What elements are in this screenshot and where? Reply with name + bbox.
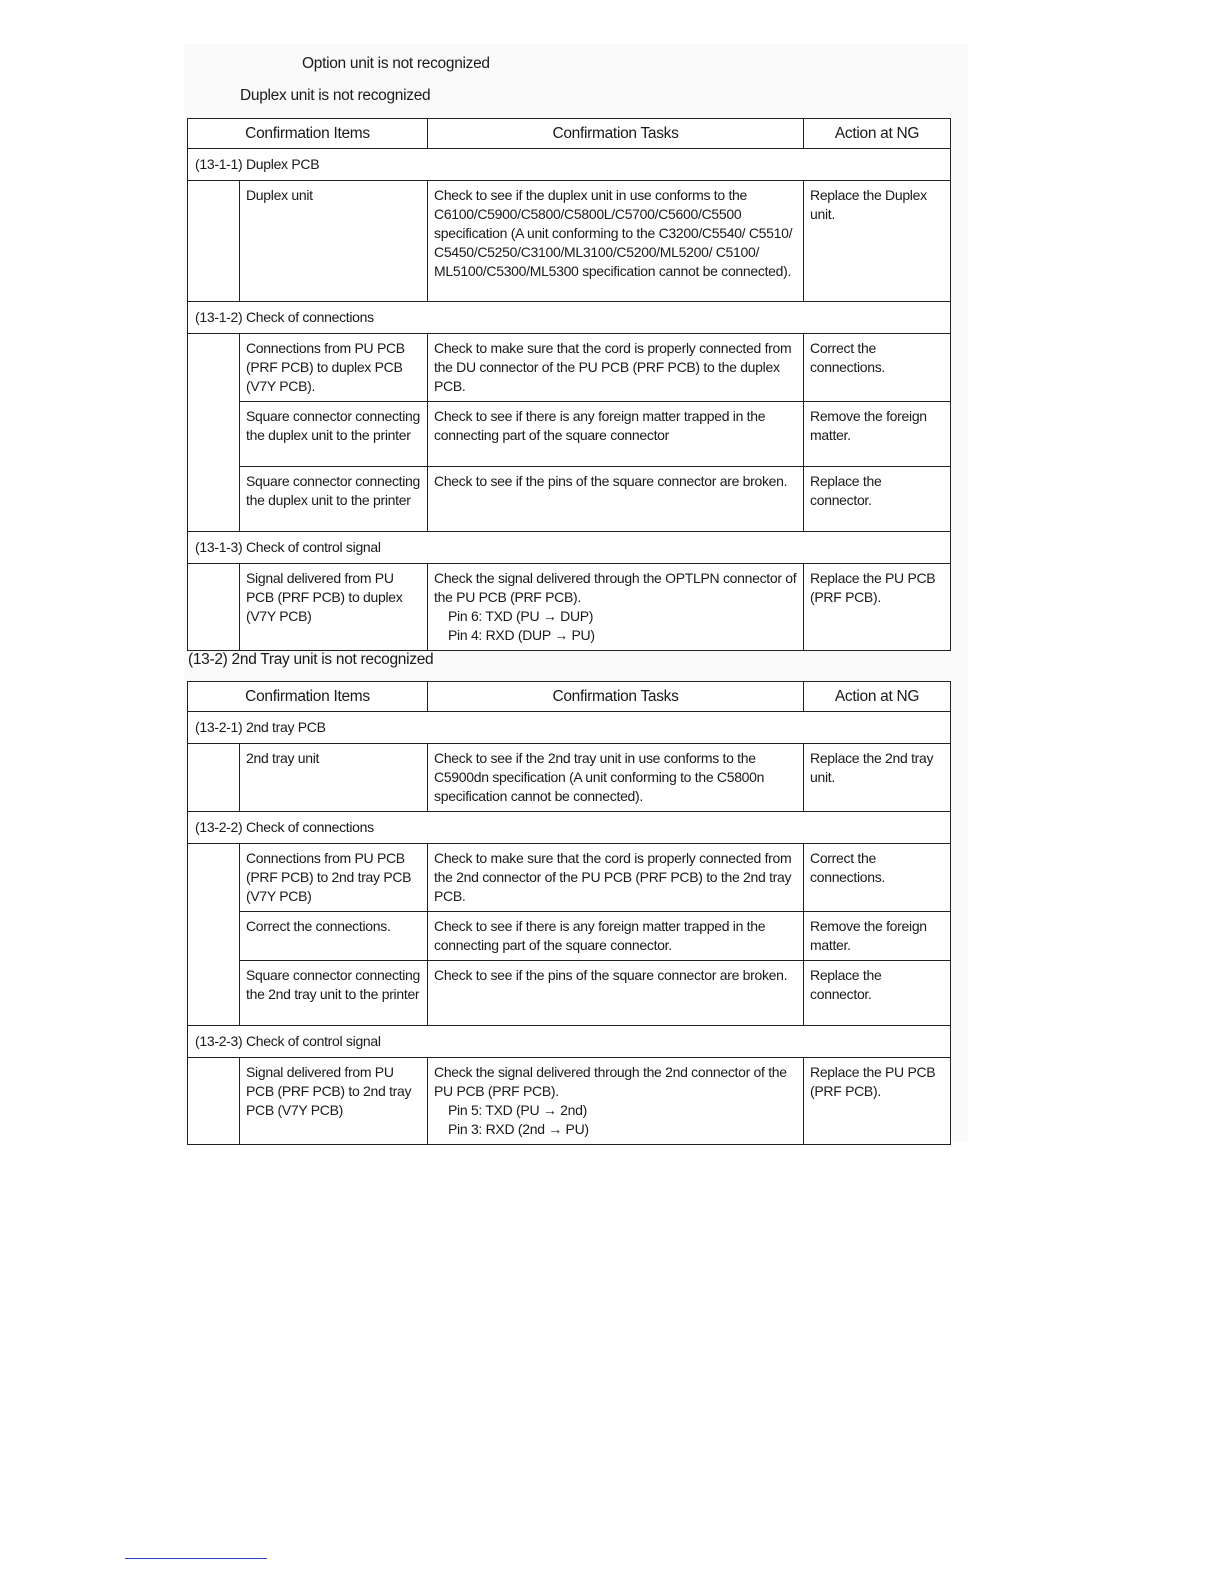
indent-cell: [188, 844, 240, 912]
section-title: (13-1-3) Check of control signal: [188, 532, 951, 564]
action-cell: Replace the PU PCB (PRF PCB).: [804, 564, 951, 651]
action-cell: Replace the Duplex unit.: [804, 181, 951, 302]
indent-cell: [188, 961, 240, 1026]
table-row: [188, 961, 951, 1026]
indent-cell: [188, 402, 240, 467]
pin-line: Pin 3: RXD (2nd → PU): [448, 1121, 589, 1137]
section-row: [188, 149, 951, 181]
action-cell: Replace the connector.: [804, 467, 951, 532]
pin-line: Pin 5: TXD (PU → 2nd): [448, 1102, 587, 1118]
task-cell: Check to see if the pins of the square connector are broken.: [428, 467, 804, 532]
item-cell: Signal delivered from PU PCB (PRF PCB) to duplex (V7Y PCB): [240, 564, 428, 651]
item-cell: Connections from PU PCB (PRF PCB) to duplex PCB (V7Y PCB).: [240, 334, 428, 402]
action-cell: Remove the foreign matter.: [804, 402, 951, 467]
table-row: [188, 181, 951, 302]
table-row: [188, 844, 951, 912]
column-header-items: Confirmation Items: [188, 682, 428, 712]
column-header-action: Action at NG: [804, 682, 951, 712]
indent-cell: [188, 334, 240, 402]
item-cell: Correct the connections.: [240, 912, 428, 961]
table-row: [188, 564, 951, 651]
item-cell: Signal delivered from PU PCB (PRF PCB) to 2nd tray PCB (V7Y PCB): [240, 1058, 428, 1145]
action-cell: Replace the PU PCB (PRF PCB).: [804, 1058, 951, 1145]
item-cell: Duplex unit: [240, 181, 428, 302]
section-row: [188, 532, 951, 564]
task-cell: [428, 1058, 804, 1145]
task-cell: Check to see if the pins of the square connector are broken.: [428, 961, 804, 1026]
column-header-tasks: Confirmation Tasks: [428, 682, 804, 712]
table-row: [188, 334, 951, 402]
action-cell: Correct the connections.: [804, 334, 951, 402]
tray-heading: (13-2) 2nd Tray unit is not recognized: [188, 651, 434, 668]
table-row: [188, 467, 951, 532]
task-cell: [428, 564, 804, 651]
section-row: [188, 812, 951, 844]
action-cell: Replace the 2nd tray unit.: [804, 744, 951, 812]
table-row: [188, 1058, 951, 1145]
task-cell: Check to see if there is any foreign matter trapped in the connecting part of the square connector: [428, 402, 804, 467]
section-title: (13-2-1) 2nd tray PCB: [188, 712, 951, 744]
item-cell: 2nd tray unit: [240, 744, 428, 812]
column-header-items: Confirmation Items: [188, 119, 428, 149]
indent-cell: [188, 467, 240, 532]
column-header-action: Action at NG: [804, 119, 951, 149]
table-header-row: [188, 119, 951, 149]
footer-rule: [125, 1558, 267, 1559]
task-cell: Check to see if there is any foreign matter trapped in the connecting part of the square connector.: [428, 912, 804, 961]
table-row: [188, 912, 951, 961]
task-cell: Check to make sure that the cord is properly connected from the 2nd connector of the PU PCB (PRF PCB) to the 2nd tray PCB.: [428, 844, 804, 912]
indent-cell: [188, 912, 240, 961]
task-cell: Check to make sure that the cord is properly connected from the DU connector of the PU PCB (PRF PCB) to the duplex PCB.: [428, 334, 804, 402]
indent-cell: [188, 564, 240, 651]
column-header-tasks: Confirmation Tasks: [428, 119, 804, 149]
item-cell: Square connector connecting the duplex unit to the printer: [240, 402, 428, 467]
task-cell: Check to see if the 2nd tray unit in use conforms to the C5900dn specification (A unit conforming to the C5800n specification cannot be connected).: [428, 744, 804, 812]
task-text: Check the signal delivered through the OPTLPN connector of the PU PCB (PRF PCB).: [434, 570, 797, 605]
duplex-heading: Duplex unit is not recognized: [240, 87, 431, 104]
section-row: [188, 712, 951, 744]
item-cell: Square connector connecting the 2nd tray unit to the printer: [240, 961, 428, 1026]
pin-line: Pin 6: TXD (PU → DUP): [448, 608, 594, 624]
task-text: Check the signal delivered through the 2nd connector of the PU PCB (PRF PCB).: [434, 1064, 787, 1099]
tray-table: [187, 681, 951, 1145]
pin-line: Pin 4: RXD (DUP → PU): [448, 627, 595, 643]
section-row: [188, 1026, 951, 1058]
action-cell: Replace the connector.: [804, 961, 951, 1026]
section-title: (13-2-2) Check of connections: [188, 812, 951, 844]
action-cell: Correct the connections.: [804, 844, 951, 912]
page-title: Option unit is not recognized: [302, 55, 490, 72]
table-row: [188, 402, 951, 467]
duplex-table: [187, 118, 951, 651]
task-cell: Check to see if the duplex unit in use conforms to the C6100/C5900/C5800/C5800L/C5700/C5600/C5500 specification (A unit conforming to the C3200/C5540/ C5510/ C5450/C5250/C3100/ML3100/C5200/ML5200/ C5100/ ML5100/C5300/ML5300 specification cannot be connected).: [428, 181, 804, 302]
section-title: (13-2-3) Check of control signal: [188, 1026, 951, 1058]
section-row: [188, 302, 951, 334]
indent-cell: [188, 181, 240, 302]
indent-cell: [188, 744, 240, 812]
table-header-row: [188, 682, 951, 712]
item-cell: Connections from PU PCB (PRF PCB) to 2nd tray PCB (V7Y PCB): [240, 844, 428, 912]
action-cell: Remove the foreign matter.: [804, 912, 951, 961]
table-row: [188, 744, 951, 812]
item-cell: Square connector connecting the duplex unit to the printer: [240, 467, 428, 532]
section-title: (13-1-1) Duplex PCB: [188, 149, 951, 181]
indent-cell: [188, 1058, 240, 1145]
section-title: (13-1-2) Check of connections: [188, 302, 951, 334]
